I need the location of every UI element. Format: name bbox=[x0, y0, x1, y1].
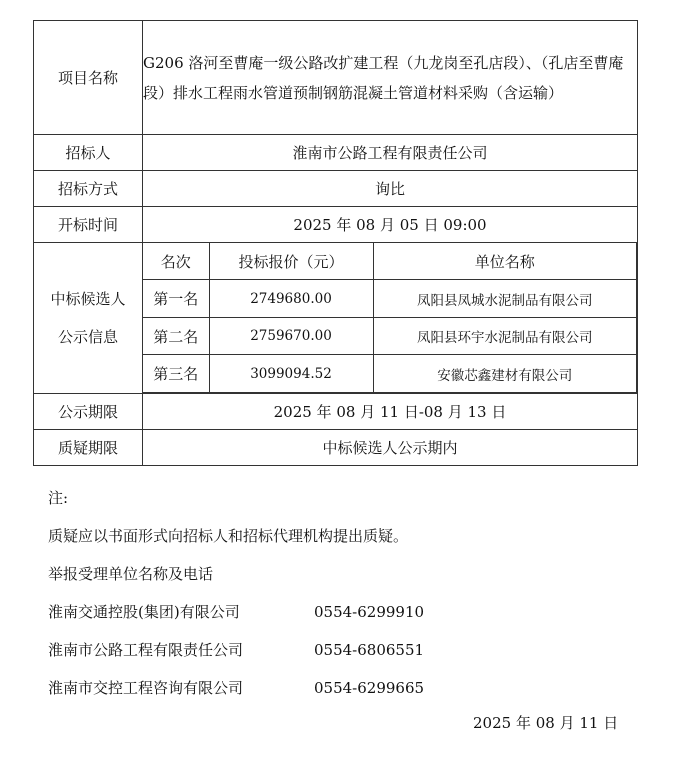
announcement-table bbox=[33, 20, 638, 466]
row-candidates bbox=[34, 243, 638, 394]
header-company: 单位名称 bbox=[373, 243, 637, 280]
method-label: 招标方式 bbox=[34, 171, 143, 207]
project-label: 项目名称 bbox=[34, 21, 143, 135]
project-value: G206 洛河至曹庵一级公路改扩建工程（九龙岗至孔店段）、（孔店至曹庵段）排水工程雨水管道预制钢筋混凝土管道材料采购（含运输） bbox=[143, 21, 638, 135]
candidate-company: 凤阳县环宇水泥制品有限公司 bbox=[373, 317, 637, 355]
candidate-rank: 第三名 bbox=[143, 355, 209, 393]
row-tenderer bbox=[34, 135, 638, 171]
open-time-value: 2025 年 08 月 05 日 09:00 bbox=[143, 207, 638, 243]
document-date: 2025 年 08 月 11 日 bbox=[473, 714, 619, 732]
contact-name: 淮南交通控股(集团)有限公司 bbox=[48, 603, 240, 621]
contact-phone: 0554-6299910 bbox=[314, 603, 425, 621]
objection-label: 质疑期限 bbox=[34, 430, 143, 466]
method-value: 询比 bbox=[143, 171, 638, 207]
candidate-price: 3099094.52 bbox=[209, 355, 373, 393]
contact-phone: 0554-6806551 bbox=[314, 641, 425, 659]
tenderer-label: 招标人 bbox=[34, 135, 143, 171]
candidate-company: 安徽芯鑫建材有限公司 bbox=[373, 355, 637, 393]
candidate-price: 2749680.00 bbox=[209, 280, 373, 318]
candidates-table bbox=[143, 243, 637, 393]
row-method bbox=[34, 171, 638, 207]
row-publicity bbox=[34, 394, 638, 430]
candidate-rank: 第二名 bbox=[143, 317, 209, 355]
contact-row bbox=[48, 678, 648, 716]
tenderer-value: 淮南市公路工程有限责任公司 bbox=[143, 135, 638, 171]
header-rank: 名次 bbox=[143, 243, 209, 280]
contact-name: 淮南市交控工程咨询有限公司 bbox=[48, 679, 244, 697]
contact-row bbox=[48, 602, 648, 640]
candidate-price: 2759670.00 bbox=[209, 317, 373, 355]
candidates-header-row bbox=[143, 243, 637, 280]
candidate-company: 凤阳县凤城水泥制品有限公司 bbox=[373, 280, 637, 318]
row-objection bbox=[34, 430, 638, 466]
contact-name: 淮南市公路工程有限责任公司 bbox=[48, 641, 244, 659]
candidates-label bbox=[34, 243, 143, 394]
header-price: 投标报价（元） bbox=[209, 243, 373, 280]
row-project bbox=[34, 21, 638, 135]
table-row bbox=[143, 355, 637, 393]
candidates-label-line2: 公示信息 bbox=[57, 328, 118, 346]
notes-report-heading: 举报受理单位名称及电话 bbox=[48, 565, 214, 583]
contact-phone: 0554-6299665 bbox=[314, 679, 425, 697]
objection-value: 中标候选人公示期内 bbox=[143, 430, 638, 466]
row-open-time bbox=[34, 207, 638, 243]
open-time-label: 开标时间 bbox=[34, 207, 143, 243]
candidate-rank: 第一名 bbox=[143, 280, 209, 318]
table-row bbox=[143, 280, 637, 318]
contact-row bbox=[48, 640, 648, 678]
candidates-cell bbox=[143, 243, 638, 394]
notes-section bbox=[48, 488, 648, 716]
notes-objection-text: 质疑应以书面形式向招标人和招标代理机构提出质疑。 bbox=[48, 527, 409, 545]
candidates-label-line1: 中标候选人 bbox=[50, 290, 126, 308]
publicity-value: 2025 年 08 月 11 日-08 月 13 日 bbox=[143, 394, 638, 430]
notes-title: 注: bbox=[48, 489, 69, 507]
publicity-label: 公示期限 bbox=[34, 394, 143, 430]
table-row bbox=[143, 317, 637, 355]
